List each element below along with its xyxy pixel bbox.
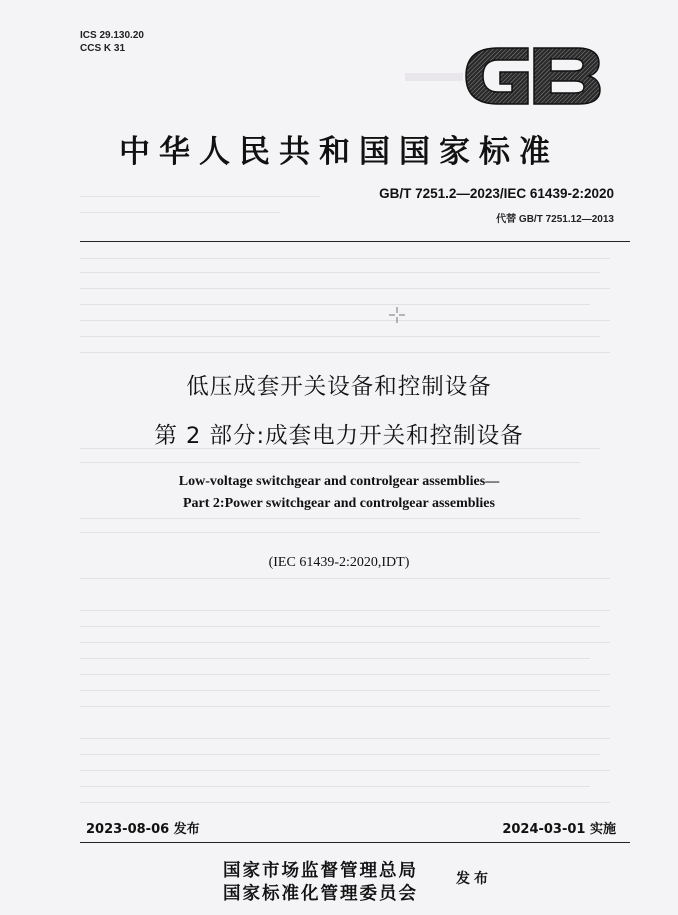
standard-number: GB/T 7251.2—2023/IEC 61439-2:2020 — [379, 186, 614, 201]
ics-code: ICS 29.130.20 — [80, 30, 144, 41]
bleed-through-line — [80, 462, 580, 463]
bleed-through-line — [80, 770, 610, 771]
bleed-through-line — [80, 690, 600, 691]
bleed-through-line — [80, 304, 590, 305]
issuer-samr: 国家市场监督管理总局 — [223, 861, 418, 881]
gb-logo — [462, 42, 604, 110]
bleed-through-line — [80, 518, 580, 519]
bleed-through-line — [80, 212, 280, 213]
publish-date: 2023-08-06 发布 — [86, 822, 200, 837]
bleed-through-line — [80, 320, 610, 321]
replaces-standard: 代替 GB/T 7251.12—2013 — [496, 214, 614, 225]
bleed-through-line — [80, 802, 610, 803]
bleed-through-line — [80, 196, 320, 197]
english-title-line-2: Part 2:Power switchgear and controlgear assemblies — [183, 496, 495, 511]
bleed-through-line — [80, 258, 610, 259]
bleed-through-line — [80, 352, 610, 353]
bleed-through-line — [80, 642, 610, 643]
ccs-code: CCS K 31 — [80, 43, 126, 54]
logo-letter-g — [466, 48, 528, 104]
implement-date: 2024-03-01 实施 — [502, 822, 616, 837]
chinese-title-line-1: 低压成套开关设备和控制设备 — [186, 374, 492, 400]
english-title-line-1: Low-voltage switchgear and controlgear assemblies— — [178, 474, 500, 489]
bleed-through-line — [80, 610, 610, 611]
bleed-through-line — [80, 786, 590, 787]
national-standard-title: 中华人民共和国国家标准 — [119, 134, 559, 170]
bleed-through-line — [80, 658, 590, 659]
classification-codes — [80, 29, 144, 55]
bleed-through-line — [80, 532, 600, 533]
footer-divider — [80, 842, 630, 843]
bleed-through-line — [80, 674, 610, 675]
publish-label: 发布 — [456, 871, 492, 887]
bleed-through-line — [80, 272, 600, 273]
bleed-through-line — [80, 738, 610, 739]
bleed-through-line — [80, 578, 610, 579]
bleed-through-line — [80, 336, 600, 337]
bleed-through-line — [80, 288, 610, 289]
logo-letter-b — [534, 48, 600, 104]
logo-bleed-strip — [405, 73, 463, 81]
bleed-through-line — [80, 754, 600, 755]
bleed-through-line — [80, 706, 610, 707]
header-divider — [80, 241, 630, 242]
chinese-title-line-2: 第 2 部分:成套电力开关和控制设备 — [154, 423, 524, 449]
iec-equivalence: (IEC 61439-2:2020,IDT) — [268, 555, 410, 570]
issuer-sac: 国家标准化管理委员会 — [223, 884, 418, 904]
bleed-through-line — [80, 626, 600, 627]
crosshair-mark-icon — [389, 307, 405, 323]
